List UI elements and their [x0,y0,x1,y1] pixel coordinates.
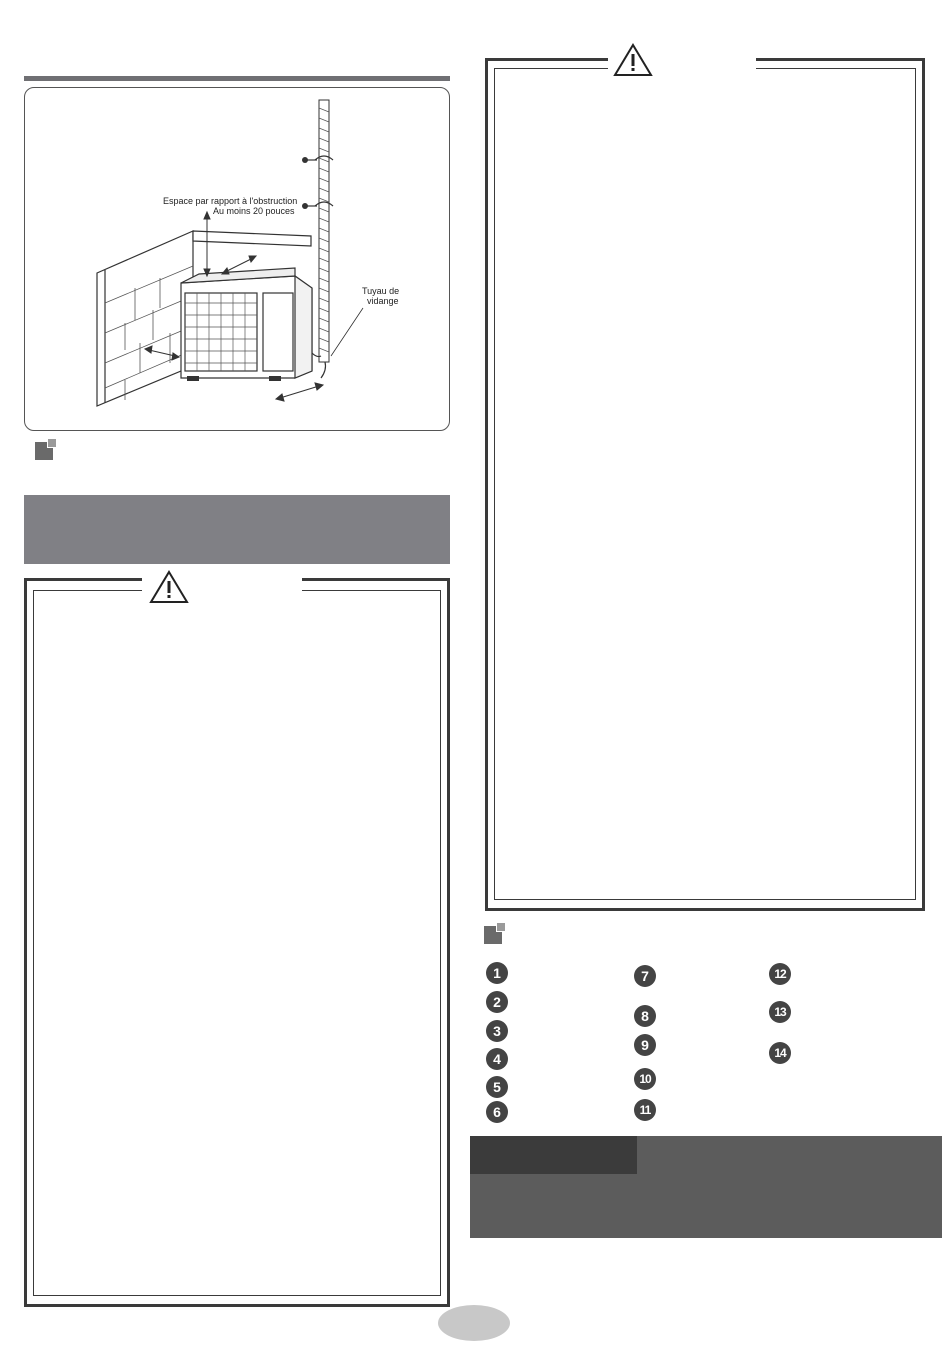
obstruction-label-line2: Au moins 20 pouces [213,206,295,216]
part-number-badge: 4 [486,1048,508,1070]
part-number-badge: 10 [634,1068,656,1090]
obstruction-label-line1: Espace par rapport à l'obstruction [163,196,298,206]
drain-label-line2: vidange [367,296,399,306]
part-number-badge: 3 [486,1020,508,1042]
page-number-oval [438,1305,510,1341]
part-number-badge: 8 [634,1005,656,1027]
part-number-badge: 9 [634,1034,656,1056]
section-header-band [24,495,450,564]
warning-box-left [24,578,450,1307]
note-icon [484,922,508,946]
part-number-badge: 5 [486,1076,508,1098]
next-section-tab [470,1136,637,1174]
part-number-badge: 11 [634,1099,656,1121]
part-number-badge: 6 [486,1101,508,1123]
installation-figure [24,87,450,431]
outdoor-unit-illustration [25,88,449,430]
part-number-badge: 1 [486,962,508,984]
part-number-badge: 12 [769,963,791,985]
section-rule [24,76,450,81]
drain-label-line1: Tuyau de [362,286,400,296]
warning-triangle-icon [148,569,190,605]
warning-triangle-icon [612,42,654,78]
part-number-badge: 14 [769,1042,791,1064]
note-icon [35,438,59,462]
part-number-badge: 13 [769,1001,791,1023]
part-number-badge: 7 [634,965,656,987]
warning-box-right [485,58,925,911]
part-number-badge: 2 [486,991,508,1013]
